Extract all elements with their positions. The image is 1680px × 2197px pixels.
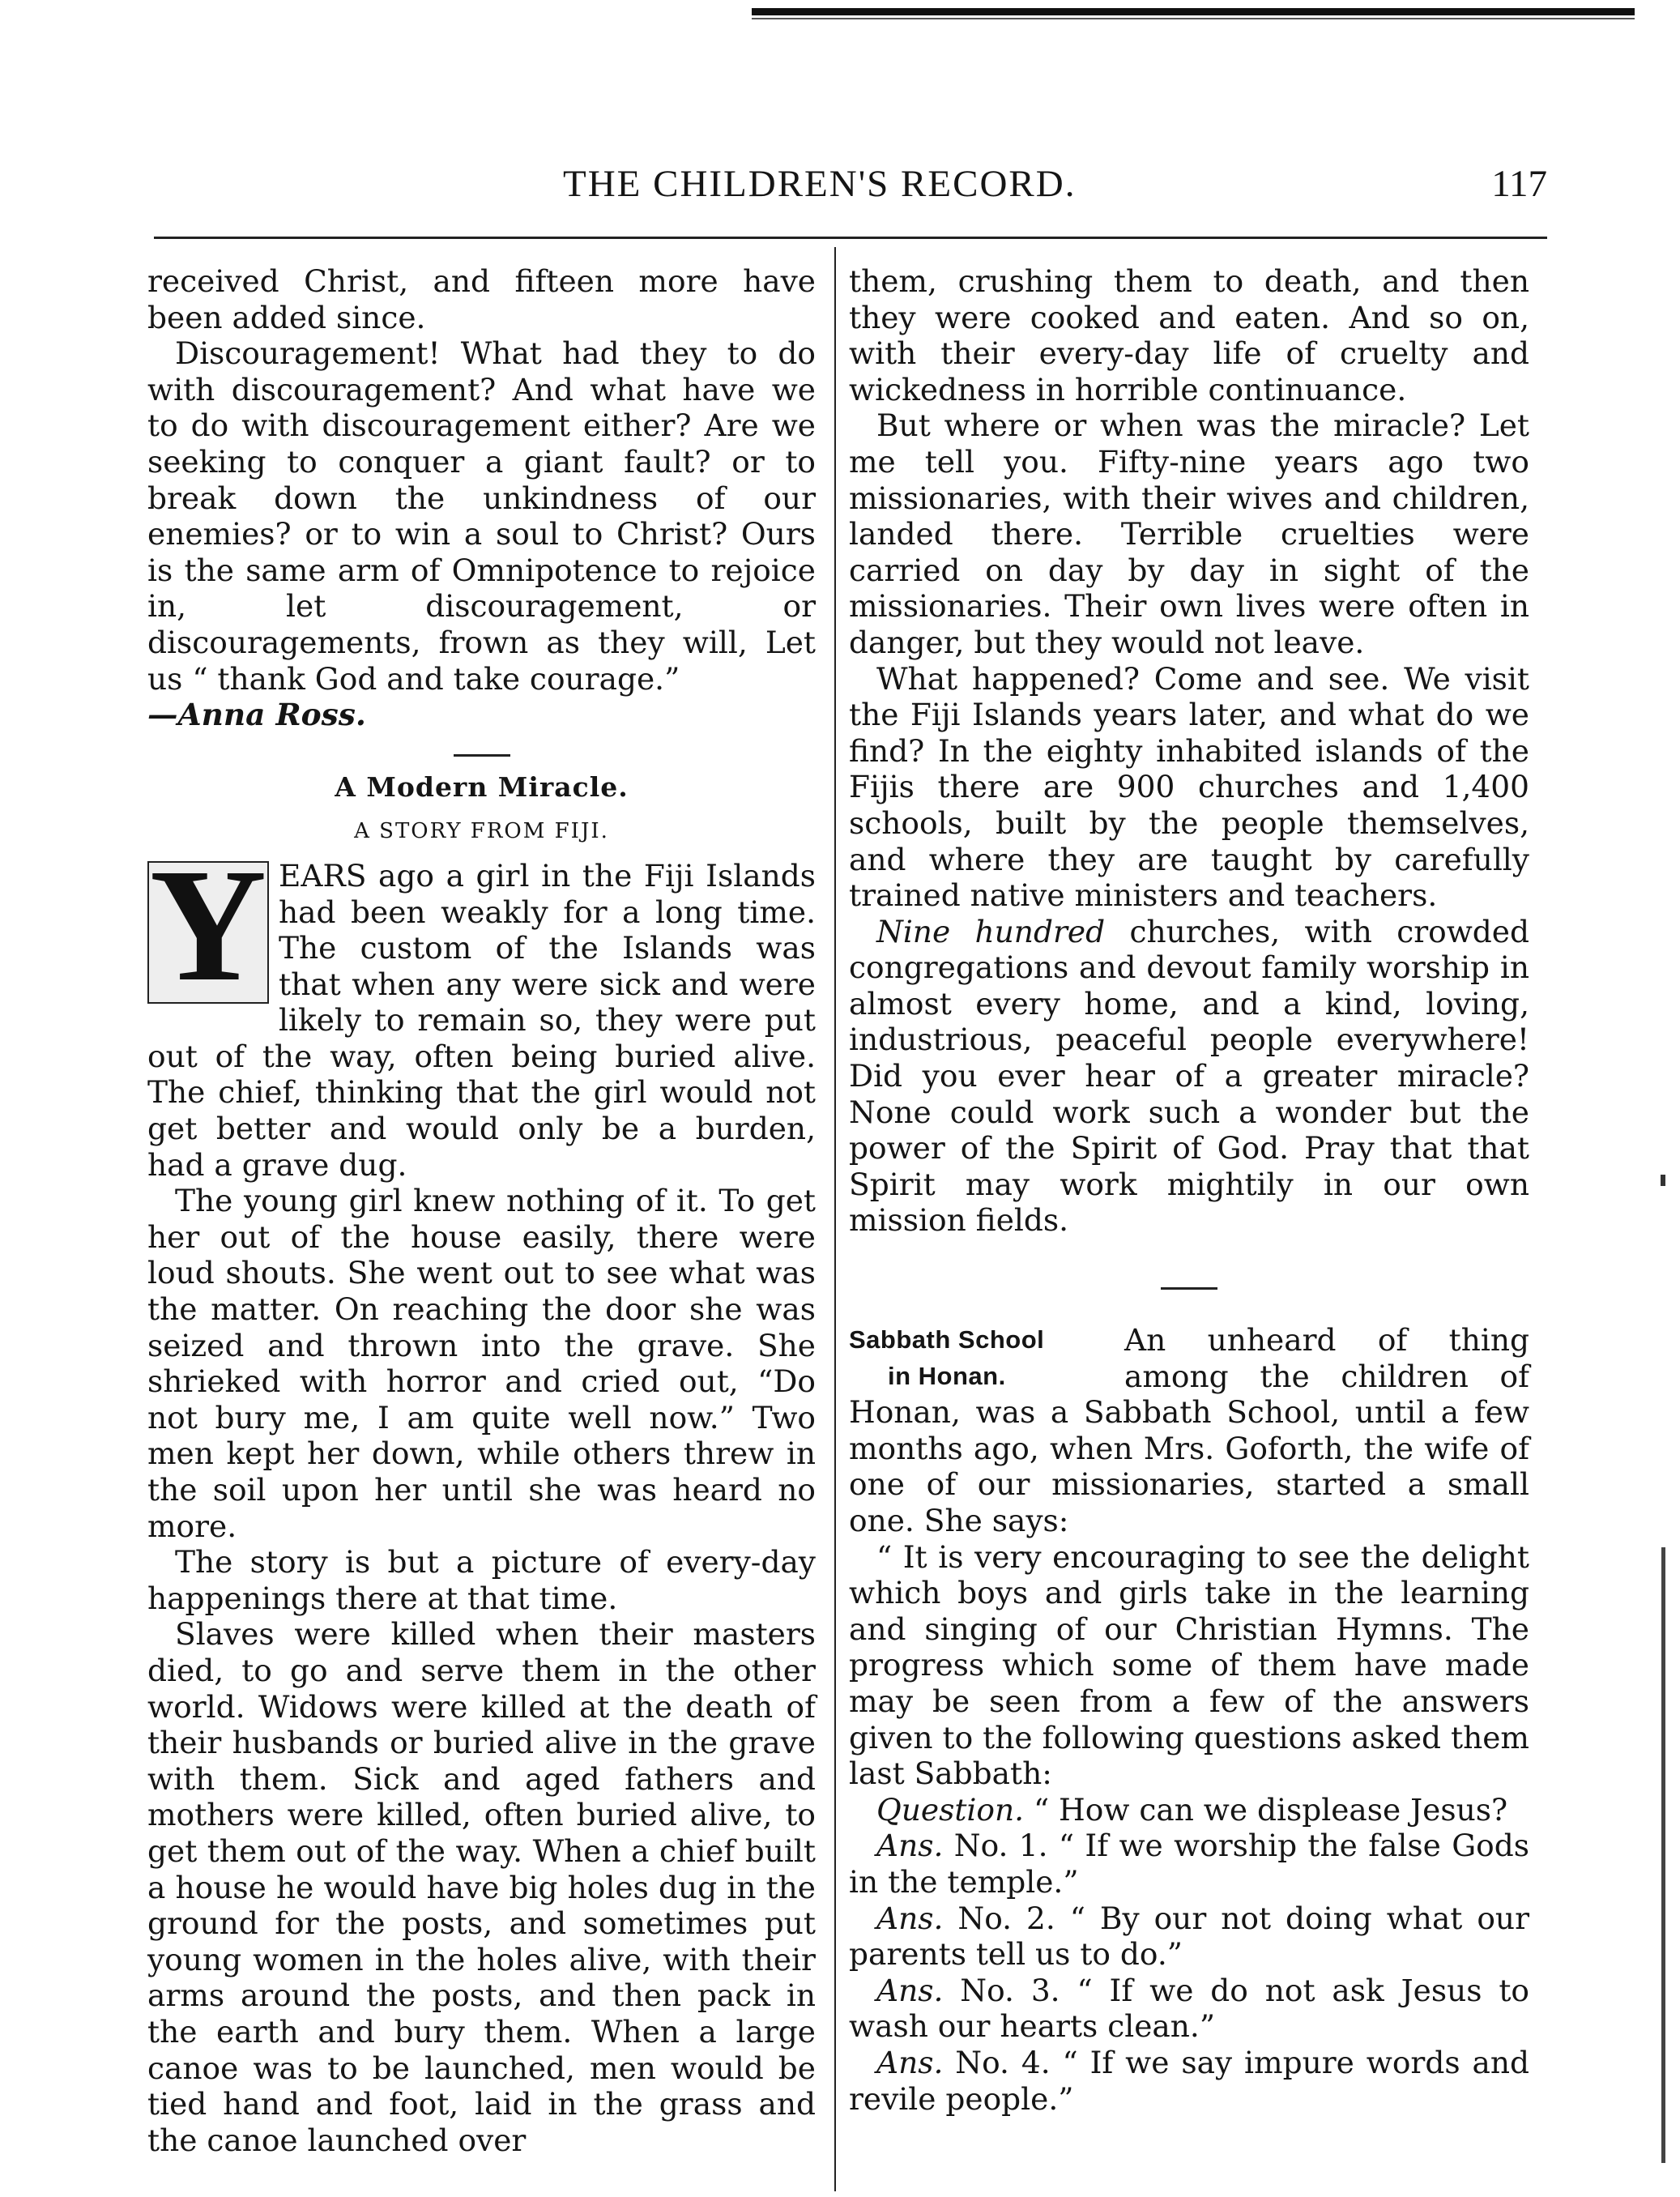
margin-mark (1661, 1175, 1665, 1186)
top-border-rule-thin (752, 18, 1635, 19)
running-head (154, 162, 1547, 211)
left-column (147, 263, 816, 2158)
section-title-line-1: Sabbath School (849, 1325, 1045, 1354)
miracle-paragraph: But where or when was the miracle? Let me tell you. Fifty-nine years ago two missionaries, with their wives and children, landed there. Terrible cruelties were carried on day by day in sight of the missionaries. Their own lives were often in danger, but they would not leave. (849, 407, 1529, 660)
answer-label: Ans. (876, 2044, 944, 2080)
question-line (849, 1792, 1529, 1828)
article-title: A Modern Miracle. (335, 770, 629, 803)
answer-text: No. 2. “ By our not doing what our parents tell us to do.” (849, 1900, 1529, 1973)
article-subtitle: A STORY FROM FIJI. (354, 819, 609, 844)
answer-3 (849, 1973, 1529, 2045)
story-paragraph-1: EARS ago a girl in the Fiji Islands had been weakly for a long time. The custom of the Islands was that when any were sick and were likely to remain so, they were put out of the way, often being buried alive. The chief, thinking that the girl would not get better and would only be a burden, had a grave dug. (147, 857, 816, 1183)
sabbath-school-paragraph: An unheard of thing among the children of Honan, was a Sabbath School, until a few months ago, when Mrs. Goforth, the wife of one of our missionaries, started a small one. She says: (849, 1322, 1529, 1538)
nine-hundred-rest: churches, with crowded congregations and devout family worship in almost every home, and a kind, loving, industrious, peaceful people everywhere! Did you ever hear of a greater miracle? None could work such a wonder but the power of the Spirit of God. Pray that that Spirit may work mightily in our own mission fields. (849, 913, 1530, 1239)
nine-hundred-paragraph (849, 914, 1529, 1239)
quote-paragraph: “ It is very encouraging to see the delight which boys and girls take in the learning and singing of our Christian Hymns. The progress which some of them have made may be seen from a few of the answers given to the following questions asked them last Sabbath: (849, 1538, 1529, 1792)
answer-label: Ans. (876, 1972, 944, 2008)
answer-1 (849, 1828, 1529, 1900)
binding-edge-mark (1661, 1547, 1665, 2163)
page-number: 117 (1491, 163, 1547, 205)
story-paragraph-2: The young girl knew nothing of it. To get her out of the house easily, there were loud shouts. She went out to see what was the matter. On reaching the door she was seized and thrown into the grave. She shrieked with horror and cried out, “Do not bury me, I am quite well now.” Two men kept her down, while others threw in the soil upon her until she was heard no more. (147, 1183, 816, 1544)
happened-paragraph: What happened? Come and see. We visit the Fiji Islands years later, and what do we find? In the eighty inhabited islands of the Fijis there are 900 churches and 1,400 schools, built by the people themselves, and where they are taught by carefully trained native ministers and teachers. (849, 660, 1529, 914)
answer-label: Ans. (876, 1828, 944, 1864)
section-title-line-2: in Honan. (888, 1361, 1006, 1390)
answer-text: No. 1. “ If we worship the false Gods in the temple.” (849, 1828, 1529, 1900)
drop-cap-letter: Y (149, 835, 267, 1015)
question-text: “ How can we displease Jesus? (1024, 1791, 1508, 1828)
discouragement-paragraph: Discouragement! What had they to do with discouragement? And what have we to do with discouragement either? Are we seeking to conquer a giant fault? or to break down the unkindness of our enemies? or to win a soul to Christ? Ours is the same arm of Omnipotence to rejoice in, let discouragement, or discouragements, frown as they will, Let us “ thank God and take courage.” (147, 335, 816, 697)
question-label: Question. (876, 1791, 1025, 1828)
section-divider (454, 754, 510, 757)
header-rule (154, 237, 1547, 239)
continued-paragraph: them, crushing them to death, and then they were cooked and eaten. And so on, with their every-day life of cruelty and wickedness in horrible continuance. (849, 263, 1529, 407)
answer-text: No. 3. “ If we do not ask Jesus to wash our hearts clean.” (849, 1972, 1529, 2045)
column-divider (834, 247, 836, 2191)
answer-text: No. 4. “ If we say impure words and revile people.” (849, 2044, 1529, 2117)
nine-hundred-emphasis: Nine hundred (876, 913, 1106, 949)
drop-cap (147, 835, 269, 1015)
answer-label: Ans. (876, 1900, 944, 1936)
right-column (849, 263, 1529, 2117)
section-title (849, 1322, 1116, 1394)
signature: —Anna Ross. (147, 697, 366, 733)
answer-2 (849, 1901, 1529, 1973)
section-divider-2 (1161, 1287, 1217, 1290)
intro-paragraph: received Christ, and fifteen more have been added since. (147, 263, 816, 335)
story-paragraph-3: The story is but a picture of every-day happenings there at that time. (147, 1544, 816, 1616)
top-border-rule (752, 8, 1635, 15)
story-paragraph-4: Slaves were killed when their masters died, to go and serve them in the other world. Widows were killed at the death of their husbands or buried alive in the grave with them. Sick and aged fathers and mothers were killed, often buried alive, to get them out of the way. When a chief built a house he would have big holes dug in the ground for the posts, and sometimes put young women in the holes alive, with their arms around the posts, and then pack in the earth and bury them. When a large canoe was to be launched, men would be tied hand and foot, laid in the grass and the canoe launched over (147, 1616, 816, 2158)
running-title: THE CHILDREN'S RECORD. (563, 163, 1077, 205)
answer-4 (849, 2045, 1529, 2117)
